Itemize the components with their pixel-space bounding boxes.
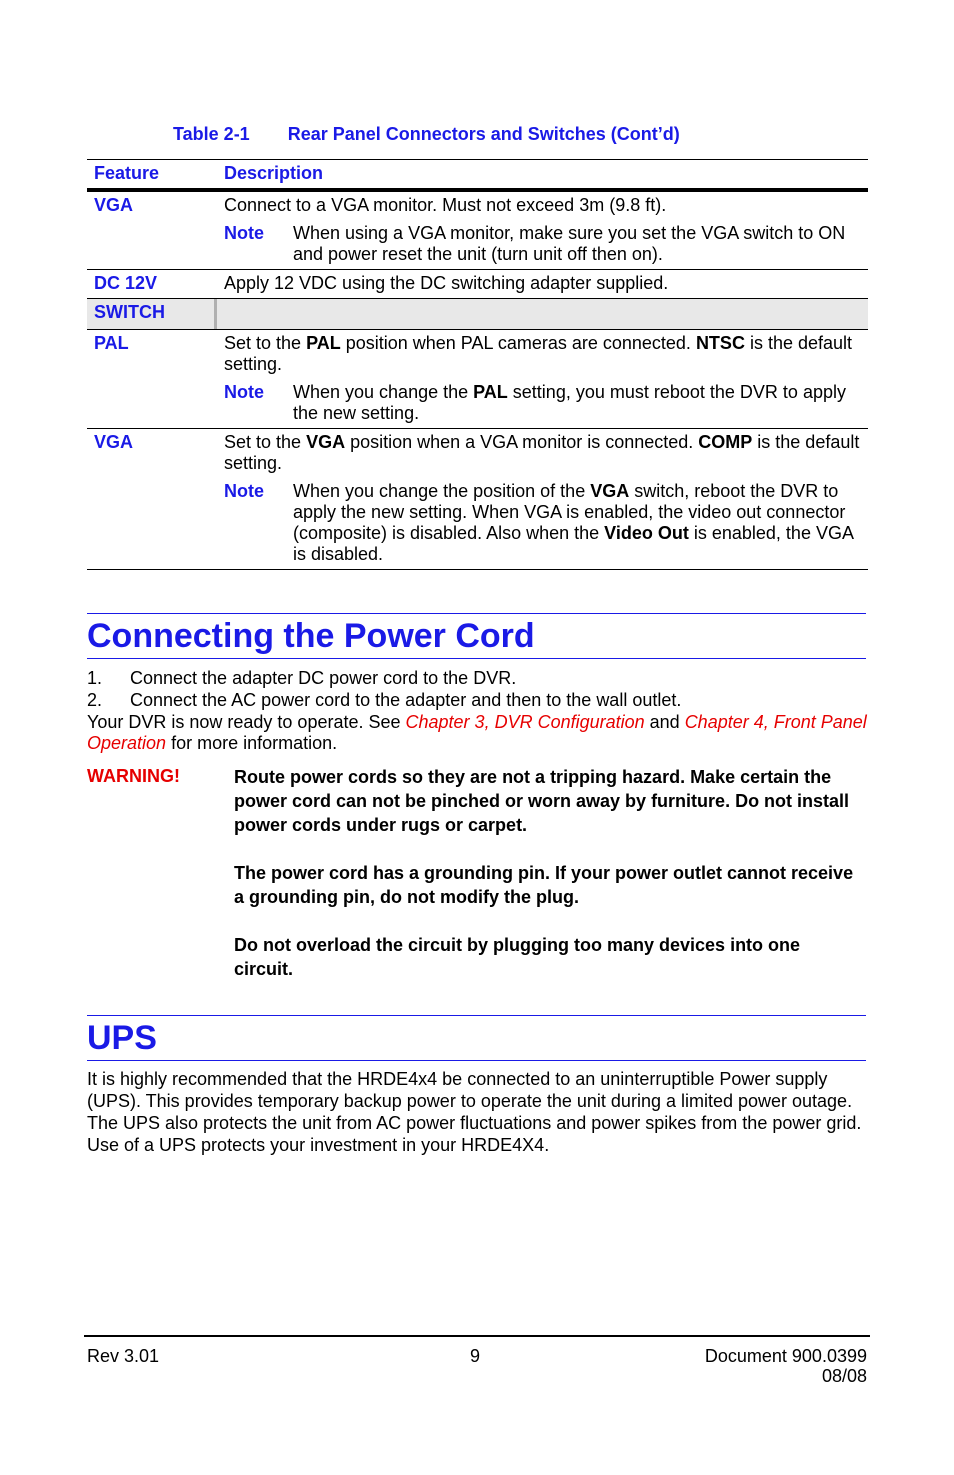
description-text — [224, 333, 862, 375]
ups-paragraph: It is highly recommended that the HRDE4x4 be connected to an uninterruptible Power supply (UPS). This provides temporary backup power to operate the unit during a limited power outage. The UPS also protects the unit from AC power fluctuations and power spikes from the power grid. Use of a UPS protects your investment in your HRDE4X4. — [87, 1069, 862, 1155]
ready-paragraph — [87, 712, 867, 754]
description-dc12v — [224, 270, 868, 298]
section-heading-ups: UPS — [87, 1015, 866, 1061]
bold-run: VGA — [590, 481, 630, 501]
feature-vga-switch: VGA — [94, 432, 134, 452]
footer-date: 08/08 — [821, 1366, 867, 1386]
table-row-vga-switch — [87, 429, 868, 570]
table-row-vga — [87, 192, 868, 270]
step-text: Connect the adapter DC power cord to the DVR. — [130, 668, 517, 688]
text-run: for more information. — [166, 733, 338, 753]
table-row-pal — [87, 330, 868, 429]
text-run: is the default setting. — [224, 333, 853, 374]
text-run: and — [644, 712, 685, 732]
warning-text: Route power cords so they are not a tripping hazard. Make certain the power cord can not be pinched or worn away by furniture. Do not install power cords under rugs or carpet. — [234, 767, 850, 835]
warning-text: The power cord has a grounding pin. If your power outlet cannot receive a grounding pin, do not modify the plug. — [234, 863, 854, 907]
footer-page-number: 9 — [470, 1346, 481, 1366]
description-pal — [224, 330, 868, 428]
text-run: setting, you must reboot the DVR to apply the new setting. — [293, 382, 846, 423]
warning-block — [234, 765, 854, 1005]
bold-run: Video Out — [604, 523, 689, 543]
bold-run: PAL — [473, 382, 508, 402]
warning-text: Do not overload the circuit by plugging too many devices into one circuit. — [234, 935, 801, 979]
chapter-3-link[interactable]: Chapter 3, DVR Configuration — [405, 712, 645, 732]
note-label: Note — [224, 481, 264, 501]
description-text — [224, 432, 862, 474]
footer-divider — [84, 1335, 870, 1337]
note-text — [293, 382, 862, 424]
text-run: When you change the position of the — [293, 481, 591, 501]
text-run: is enabled, the VGA is disabled. — [293, 523, 853, 564]
rear-panel-table — [87, 159, 868, 570]
table-caption-title: Rear Panel Connectors and Switches (Cont’d) — [287, 124, 680, 144]
column-divider — [214, 299, 217, 329]
feature-switch: SWITCH — [94, 302, 165, 322]
note-label: Note — [224, 382, 264, 402]
description-text: Apply 12 VDC using the DC switching adapter supplied. — [224, 273, 669, 293]
note-vga — [224, 223, 862, 265]
table-row-dc12v — [87, 270, 868, 299]
description-vga — [224, 192, 868, 269]
list-item — [87, 689, 867, 711]
text-run: is the default setting. — [224, 432, 860, 473]
header-description: Description — [224, 163, 324, 183]
table-caption-number: Table 2-1 — [173, 124, 250, 144]
note-text — [293, 481, 862, 565]
footer-document — [705, 1346, 867, 1386]
note-text: When using a VGA monitor, make sure you set the VGA switch to ON and power reset the unit (turn unit off then on). — [293, 223, 846, 264]
table-header-row — [87, 160, 868, 192]
text-run: When you change the — [293, 382, 474, 402]
warning-label: WARNING! — [87, 766, 180, 786]
text-run: position when PAL cameras are connected. — [340, 333, 696, 353]
note-pal — [224, 382, 862, 424]
feature-vga: VGA — [94, 195, 134, 215]
step-number: 2. — [87, 690, 103, 710]
description-vga-switch — [224, 429, 868, 569]
text-run: switch, reboot the DVR to apply the new setting. When VGA is enabled, the video out connector (composite) is disabled. Also when the — [293, 481, 846, 543]
feature-pal: PAL — [94, 333, 129, 353]
text-run: position when a VGA monitor is connected. — [345, 432, 699, 452]
bold-run: PAL — [306, 333, 341, 353]
footer-revision: Rev 3.01 — [87, 1346, 160, 1366]
list-item — [87, 667, 867, 689]
section-heading-power-cord: Connecting the Power Cord — [87, 613, 866, 659]
text-run: Set to the — [224, 432, 307, 452]
power-steps-list — [87, 667, 867, 711]
footer-document-number: Document 900.0399 — [704, 1346, 867, 1366]
note-label: Note — [224, 223, 264, 243]
text-run: Set to the — [224, 333, 307, 353]
table-row-switch — [87, 299, 868, 330]
step-number: 1. — [87, 668, 103, 688]
feature-dc12v: DC 12V — [94, 273, 158, 293]
text-run: Your DVR is now ready to operate. See — [87, 712, 406, 732]
step-text: Connect the AC power cord to the adapter and then to the wall outlet. — [130, 690, 682, 710]
note-vga-switch — [224, 481, 862, 565]
table-caption — [173, 124, 680, 145]
description-text: Connect to a VGA monitor. Must not exceed 3m (9.8 ft). — [224, 195, 667, 215]
chapter-4-link[interactable]: Chapter 4, Front Panel Operation — [87, 712, 867, 753]
bold-run: VGA — [306, 432, 346, 452]
header-feature: Feature — [94, 163, 160, 183]
bold-run: COMP — [698, 432, 753, 452]
bold-run: NTSC — [695, 333, 745, 353]
